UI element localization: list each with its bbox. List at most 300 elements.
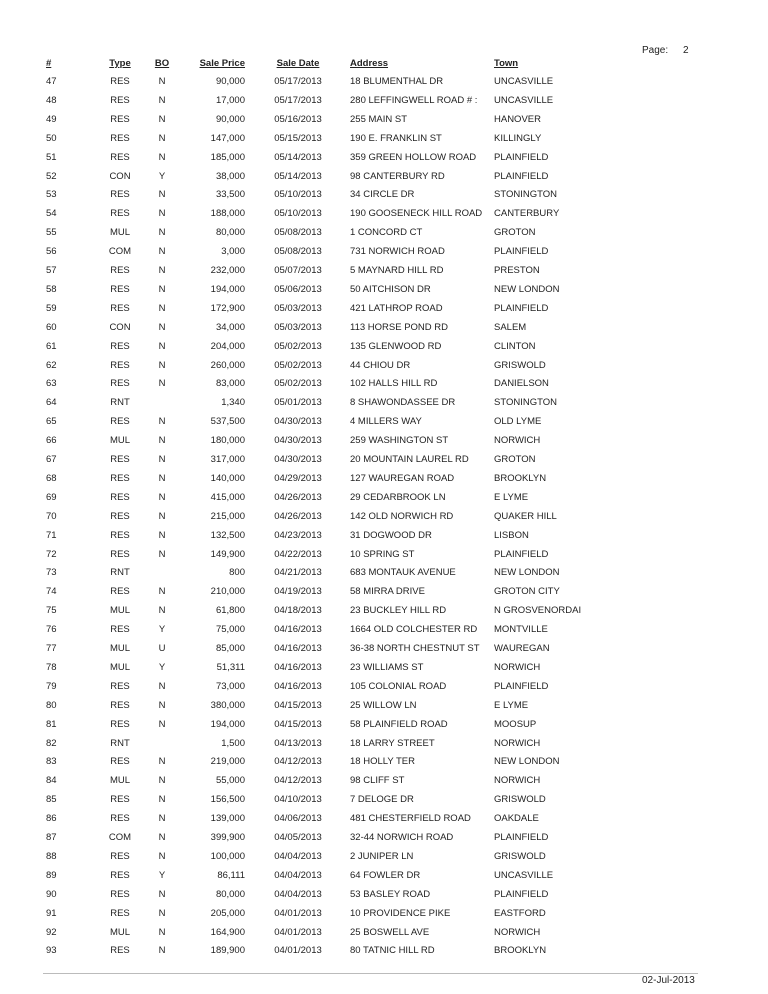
cell-bo: N	[158, 132, 166, 144]
cell-num: 75	[46, 605, 57, 617]
cell-sale-price: 232,000	[210, 265, 245, 276]
cell-type: RES	[110, 94, 130, 106]
cell-num: 74	[46, 586, 57, 598]
table-row	[0, 907, 768, 925]
cell-town: NORWICH	[494, 775, 541, 787]
table-row	[0, 888, 768, 906]
cell-sale-date: 04/06/2013	[274, 813, 322, 825]
table-row	[0, 623, 768, 641]
cell-sale-price: 80,000	[215, 227, 245, 239]
header-address: Address	[350, 58, 389, 69]
cell-address: 23 WILLIAMS ST	[350, 661, 424, 673]
cell-num: 79	[46, 680, 57, 692]
cell-type: RES	[110, 265, 130, 276]
cell-address: 255 MAIN ST	[350, 113, 408, 125]
cell-sale-date: 04/04/2013	[274, 888, 322, 900]
cell-town: EASTFORD	[494, 907, 546, 919]
cell-type: MUL	[109, 435, 131, 447]
header-bo: BO	[154, 58, 170, 69]
cell-sale-price: 51,311	[216, 661, 245, 673]
cell-town: UNCASVILLE	[494, 76, 554, 87]
table-row	[0, 207, 768, 225]
cell-num: 83	[46, 756, 57, 768]
cell-bo: N	[158, 586, 166, 598]
cell-num: 67	[46, 454, 57, 465]
cell-address: 105 COLONIAL ROAD	[350, 680, 447, 692]
cell-address: 481 CHESTERFIELD ROAD	[350, 813, 471, 825]
cell-sale-date: 05/06/2013	[274, 283, 322, 295]
cell-bo: N	[158, 850, 166, 862]
cell-type: RES	[110, 76, 130, 87]
cell-type: RES	[110, 208, 130, 220]
cell-town: BROOKLYN	[494, 945, 547, 957]
header-type: Type	[109, 58, 131, 69]
cell-sale-date: 04/04/2013	[274, 869, 322, 881]
cell-sale-price: 149,900	[210, 548, 245, 560]
cell-sale-date: 04/26/2013	[274, 491, 322, 503]
cell-sale-price: 317,000	[210, 454, 245, 465]
cell-bo: N	[158, 265, 166, 276]
cell-num: 52	[46, 170, 57, 182]
cell-town: DANIELSON	[494, 378, 549, 390]
cell-bo: N	[158, 227, 166, 239]
table-row	[0, 812, 768, 830]
cell-type: CON	[109, 321, 131, 333]
cell-address: 421 LATHROP ROAD	[350, 302, 443, 314]
cell-address: 98 CLIFF ST	[350, 775, 405, 787]
table-row	[0, 491, 768, 509]
cell-town: GROTON CITY	[494, 586, 560, 598]
cell-type: RES	[110, 586, 130, 598]
header-town: Town	[494, 58, 519, 69]
table-row	[0, 132, 768, 150]
cell-num: 51	[46, 151, 57, 163]
cell-num: 57	[46, 265, 57, 276]
cell-bo: N	[158, 529, 166, 541]
table-row	[0, 75, 768, 93]
cell-sale-price: 194,000	[210, 283, 245, 295]
cell-num: 88	[46, 850, 57, 862]
cell-type: RNT	[110, 567, 130, 579]
cell-address: 113 HORSE POND RD	[350, 321, 449, 333]
cell-town: UNCASVILLE	[494, 94, 554, 106]
cell-num: 77	[46, 643, 57, 654]
cell-type: RES	[110, 548, 130, 560]
table-header	[0, 57, 768, 75]
cell-town: STONINGTON	[494, 397, 557, 409]
cell-type: RES	[110, 624, 130, 636]
cell-address: 44 CHIOU DR	[350, 359, 411, 371]
cell-sale-price: 86,111	[217, 869, 245, 881]
cell-sale-price: 132,500	[210, 529, 245, 541]
cell-type: RES	[110, 454, 130, 465]
cell-num: 93	[46, 945, 57, 957]
cell-sale-price: 180,000	[210, 435, 245, 447]
cell-num: 54	[46, 208, 57, 220]
table-row	[0, 529, 768, 547]
cell-address: 102 HALLS HILL RD	[350, 378, 438, 390]
cell-bo: N	[158, 340, 166, 352]
cell-type: RES	[110, 189, 130, 201]
cell-num: 84	[46, 775, 57, 787]
cell-sale-date: 05/17/2013	[274, 76, 322, 87]
cell-town: PLAINFIELD	[494, 151, 549, 163]
cell-bo: Y	[158, 170, 166, 182]
table-row	[0, 396, 768, 414]
table-row	[0, 377, 768, 395]
cell-sale-price: 17,000	[215, 94, 245, 106]
cell-num: 85	[46, 794, 57, 806]
cell-num: 82	[46, 737, 57, 749]
header-sale-date: Sale Date	[276, 58, 320, 69]
cell-bo: N	[158, 775, 166, 787]
cell-address: 190 E. FRANKLIN ST	[350, 132, 442, 144]
cell-town: E LYME	[494, 699, 529, 711]
cell-type: RES	[110, 416, 130, 428]
cell-sale-date: 04/19/2013	[274, 586, 322, 598]
cell-sale-date: 05/02/2013	[274, 340, 322, 352]
cell-sale-date: 04/10/2013	[274, 794, 322, 806]
cell-sale-price: 172,900	[210, 302, 245, 314]
table-row	[0, 548, 768, 566]
cell-bo: N	[158, 813, 166, 825]
cell-address: 98 CANTERBURY RD	[350, 170, 445, 182]
cell-sale-price: 1,500	[221, 737, 245, 749]
table-row	[0, 585, 768, 603]
cell-address: 53 BASLEY ROAD	[350, 888, 431, 900]
cell-town: NEW LONDON	[494, 567, 560, 579]
cell-num: 91	[46, 907, 57, 919]
cell-town: CLINTON	[494, 340, 536, 352]
table-row	[0, 774, 768, 792]
cell-type: RES	[110, 756, 130, 768]
cell-address: 7 DELOGE DR	[350, 794, 414, 806]
cell-bo: N	[158, 113, 166, 125]
cell-type: RES	[110, 491, 130, 503]
cell-sale-date: 05/14/2013	[274, 170, 322, 182]
cell-bo: N	[158, 888, 166, 900]
cell-bo: Y	[158, 869, 166, 881]
cell-num: 64	[46, 397, 57, 409]
cell-town: LISBON	[494, 529, 529, 541]
cell-address: 8 SHAWONDASSEE DR	[350, 397, 456, 409]
cell-address: 127 WAUREGAN ROAD	[350, 472, 455, 484]
cell-bo: N	[158, 491, 166, 503]
cell-bo: N	[158, 472, 166, 484]
cell-address: 29 CEDARBROOK LN	[350, 491, 446, 503]
cell-sale-date: 04/15/2013	[274, 699, 322, 711]
cell-sale-date: 04/13/2013	[274, 737, 322, 749]
cell-sale-date: 05/03/2013	[274, 302, 322, 314]
cell-num: 71	[46, 529, 57, 541]
cell-sale-price: 215,000	[210, 510, 245, 522]
cell-num: 92	[46, 926, 57, 938]
cell-town: SALEM	[494, 321, 527, 333]
cell-type: RES	[110, 510, 130, 522]
cell-sale-price: 1,340	[221, 397, 245, 409]
cell-sale-date: 04/16/2013	[274, 661, 322, 673]
cell-address: 259 WASHINGTON ST	[350, 435, 449, 447]
cell-sale-price: 34,000	[215, 321, 245, 333]
cell-bo: N	[158, 907, 166, 919]
cell-type: CON	[109, 170, 131, 182]
cell-sale-date: 05/08/2013	[274, 246, 322, 258]
cell-type: RES	[110, 813, 130, 825]
table-row	[0, 793, 768, 811]
cell-bo: N	[158, 926, 166, 938]
cell-num: 48	[46, 94, 57, 106]
cell-sale-price: 415,000	[210, 491, 245, 503]
cell-address: 1 CONCORD CT	[350, 227, 423, 239]
cell-address: 64 FOWLER DR	[350, 869, 421, 881]
cell-town: NEW LONDON	[494, 756, 560, 768]
cell-town: PLAINFIELD	[494, 888, 549, 900]
cell-sale-price: 33,500	[215, 189, 245, 201]
cell-sale-date: 04/23/2013	[274, 529, 322, 541]
cell-address: 683 MONTAUK AVENUE	[350, 567, 456, 579]
cell-type: RES	[110, 718, 130, 730]
cell-bo: Y	[158, 661, 166, 673]
cell-sale-price: 55,000	[215, 775, 245, 787]
cell-town: E LYME	[494, 491, 529, 503]
cell-type: MUL	[109, 605, 131, 617]
cell-sale-date: 04/26/2013	[274, 510, 322, 522]
cell-sale-date: 04/15/2013	[274, 718, 322, 730]
cell-town: UNCASVILLE	[494, 869, 554, 881]
table-row	[0, 151, 768, 169]
cell-sale-price: 90,000	[215, 113, 245, 125]
cell-sale-price: 210,000	[210, 586, 245, 598]
cell-num: 59	[46, 302, 57, 314]
cell-sale-date: 05/10/2013	[274, 189, 322, 201]
footer-divider	[43, 973, 698, 974]
cell-sale-date: 04/12/2013	[274, 775, 322, 787]
cell-sale-price: 3,000	[221, 246, 245, 258]
cell-address: 4 MILLERS WAY	[350, 416, 422, 428]
cell-sale-price: 140,000	[210, 472, 245, 484]
cell-town: GRISWOLD	[494, 794, 546, 806]
cell-sale-price: 800	[229, 567, 245, 579]
cell-bo: N	[158, 76, 166, 87]
cell-address: 5 MAYNARD HILL RD	[350, 265, 444, 276]
cell-town: OAKDALE	[494, 813, 539, 825]
cell-num: 76	[46, 624, 57, 636]
cell-town: NEW LONDON	[494, 283, 560, 295]
cell-address: 23 BUCKLEY HILL RD	[350, 605, 447, 617]
cell-bo: N	[158, 189, 166, 201]
cell-bo: N	[158, 832, 166, 843]
cell-bo: N	[158, 605, 166, 617]
cell-town: BROOKLYN	[494, 472, 547, 484]
table-row	[0, 680, 768, 698]
cell-bo: N	[158, 208, 166, 220]
cell-town: PLAINFIELD	[494, 170, 549, 182]
cell-type: RES	[110, 132, 130, 144]
cell-sale-price: 147,000	[210, 132, 245, 144]
cell-num: 62	[46, 359, 57, 371]
cell-sale-date: 04/30/2013	[274, 435, 322, 447]
cell-address: 50 AITCHISON DR	[350, 283, 431, 295]
cell-town: NORWICH	[494, 737, 541, 749]
cell-address: 359 GREEN HOLLOW ROAD	[350, 151, 477, 163]
cell-town: PLAINFIELD	[494, 548, 549, 560]
table-row	[0, 113, 768, 131]
cell-sale-price: 194,000	[210, 718, 245, 730]
cell-town: STONINGTON	[494, 189, 557, 201]
cell-type: MUL	[109, 775, 131, 787]
cell-bo: N	[158, 756, 166, 768]
cell-address: 18 LARRY STREET	[350, 737, 435, 749]
cell-type: RES	[110, 113, 130, 125]
cell-address: 80 TATNIC HILL RD	[350, 945, 435, 957]
cell-type: RES	[110, 378, 130, 390]
cell-type: RES	[110, 151, 130, 163]
cell-sale-price: 164,900	[210, 926, 245, 938]
cell-type: RES	[110, 869, 130, 881]
cell-sale-date: 04/01/2013	[274, 907, 322, 919]
cell-num: 47	[46, 76, 57, 87]
cell-sale-date: 04/16/2013	[274, 680, 322, 692]
cell-type: RES	[110, 850, 130, 862]
table-row	[0, 94, 768, 112]
cell-sale-price: 61,800	[215, 605, 245, 617]
cell-sale-price: 399,900	[210, 832, 245, 843]
cell-type: MUL	[109, 926, 131, 938]
cell-sale-date: 05/14/2013	[274, 151, 322, 163]
table-row	[0, 926, 768, 944]
table-row	[0, 869, 768, 887]
cell-sale-date: 05/15/2013	[274, 132, 322, 144]
cell-type: COM	[108, 246, 132, 258]
cell-type: RES	[110, 340, 130, 352]
table-row	[0, 718, 768, 736]
cell-sale-date: 04/30/2013	[274, 416, 322, 428]
table-row	[0, 340, 768, 358]
cell-sale-date: 05/10/2013	[274, 208, 322, 220]
cell-type: MUL	[109, 661, 131, 673]
cell-sale-price: 100,000	[210, 850, 245, 862]
cell-bo: N	[158, 454, 166, 465]
cell-type: RES	[110, 945, 130, 957]
cell-sale-date: 04/16/2013	[274, 643, 322, 654]
cell-num: 60	[46, 321, 57, 333]
cell-address: 18 HOLLY TER	[350, 756, 415, 768]
cell-town: NORWICH	[494, 435, 541, 447]
cell-address: 280 LEFFINGWELL ROAD # :	[350, 94, 478, 106]
cell-num: 65	[46, 416, 57, 428]
cell-type: RES	[110, 283, 130, 295]
cell-sale-date: 04/01/2013	[274, 926, 322, 938]
cell-sale-price: 380,000	[210, 699, 245, 711]
table-row	[0, 944, 768, 962]
cell-bo: N	[158, 94, 166, 106]
cell-bo: N	[158, 794, 166, 806]
cell-bo: N	[158, 359, 166, 371]
cell-num: 70	[46, 510, 57, 522]
cell-town: PLAINFIELD	[494, 680, 549, 692]
cell-sale-date: 05/16/2013	[274, 113, 322, 125]
cell-address: 10 PROVIDENCE PIKE	[350, 907, 451, 919]
cell-sale-price: 80,000	[215, 888, 245, 900]
page-number: 2	[683, 45, 689, 56]
table-row	[0, 699, 768, 717]
cell-type: RES	[110, 680, 130, 692]
cell-bo: N	[158, 283, 166, 295]
cell-address: 36-38 NORTH CHESTNUT ST	[350, 643, 480, 654]
cell-sale-date: 05/01/2013	[274, 397, 322, 409]
cell-type: RES	[110, 794, 130, 806]
header-sale-price: Sale Price	[199, 58, 245, 69]
cell-type: RES	[110, 907, 130, 919]
header-num: #	[46, 58, 52, 69]
cell-town: QUAKER HILL	[494, 510, 557, 522]
cell-num: 50	[46, 132, 57, 144]
cell-num: 81	[46, 718, 57, 730]
cell-address: 2 JUNIPER LN	[350, 850, 414, 862]
cell-num: 86	[46, 813, 57, 825]
cell-num: 68	[46, 472, 57, 484]
cell-bo: N	[158, 416, 166, 428]
cell-sale-price: 205,000	[210, 907, 245, 919]
cell-num: 58	[46, 283, 57, 295]
cell-address: 32-44 NORWICH ROAD	[350, 832, 454, 843]
cell-sale-price: 537,500	[210, 416, 245, 428]
table-row	[0, 245, 768, 263]
table-row	[0, 831, 768, 849]
cell-type: RNT	[110, 397, 130, 409]
cell-bo: Y	[158, 624, 166, 636]
cell-town: PRESTON	[494, 265, 540, 276]
cell-town: WAUREGAN	[494, 643, 550, 654]
cell-type: MUL	[109, 643, 131, 654]
cell-town: MOOSUP	[494, 718, 537, 730]
table-row	[0, 661, 768, 679]
table-row	[0, 188, 768, 206]
cell-bo: N	[158, 435, 166, 447]
cell-sale-date: 04/18/2013	[274, 605, 322, 617]
cell-sale-date: 04/01/2013	[274, 945, 322, 957]
cell-num: 89	[46, 869, 57, 881]
table-row	[0, 566, 768, 584]
cell-type: RES	[110, 302, 130, 314]
table-row	[0, 283, 768, 301]
cell-town: GRISWOLD	[494, 359, 546, 371]
cell-type: RES	[110, 359, 130, 371]
table-row	[0, 321, 768, 339]
cell-town: PLAINFIELD	[494, 302, 549, 314]
table-row	[0, 850, 768, 868]
table-row	[0, 453, 768, 471]
cell-sale-price: 189,900	[210, 945, 245, 957]
cell-address: 58 PLAINFIELD ROAD	[350, 718, 448, 730]
cell-town: GROTON	[494, 454, 536, 465]
cell-num: 73	[46, 567, 57, 579]
page-label: Page:	[642, 45, 669, 56]
cell-num: 53	[46, 189, 57, 201]
cell-address: 190 GOOSENECK HILL ROAD	[350, 208, 483, 220]
cell-address: 10 SPRING ST	[350, 548, 415, 560]
cell-sale-date: 05/17/2013	[274, 94, 322, 106]
cell-bo: N	[158, 246, 166, 258]
cell-sale-date: 05/08/2013	[274, 227, 322, 239]
cell-bo: U	[158, 643, 166, 654]
cell-num: 72	[46, 548, 57, 560]
cell-town: PLAINFIELD	[494, 832, 549, 843]
cell-address: 18 BLUMENTHAL DR	[350, 76, 444, 87]
cell-sale-date: 05/02/2013	[274, 378, 322, 390]
cell-type: RES	[110, 472, 130, 484]
cell-sale-date: 04/05/2013	[274, 832, 322, 843]
